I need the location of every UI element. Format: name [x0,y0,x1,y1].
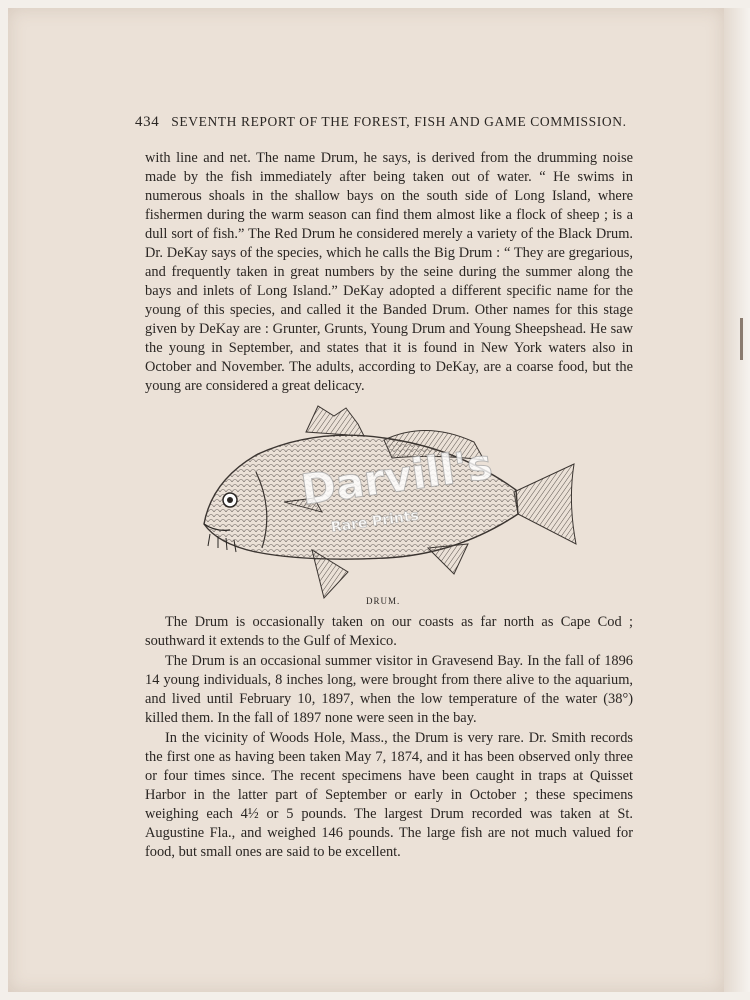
watermark-logo: Darvill's [298,439,496,515]
paragraph-range: The Drum is occasionally taken on our coasts as far north as Cape Cod ; southward it extends to the Gulf of Mexico. [145,614,633,649]
dorsal-fin-spiny [306,406,364,436]
paragraph-gravesend: The Drum is an occasional summer visitor in Gravesend Bay. In the fall of 1896 14 young individuals, 8 inches long, were brought from there alive to the aquarium, and lived until February 10, 1897, when the low temperature of the water (38°) killed them. In the fall of 1897 none were seen in the bay. [145,653,633,726]
figure-caption: DRUM. [366,596,401,606]
upper-text-block [145,149,633,396]
running-header [135,114,627,131]
running-title: SEVENTH REPORT OF THE FOREST, FISH AND GAME COMMISSION. [171,114,627,129]
paragraph-continuation: with line and net. The name Drum, he says, is derived from the drumming noise made by the fish immediately after being taken out of water. “ He swims in numerous shoals in the shallow bays on the south side of Long Island, where fishermen during the warm season can find them almost like a flock of sheep ; is a dull sort of fish.” The Red Drum he considered merely a variety of the Black Drum. Dr. DeKay says of the species, which he calls the Big Drum : “ They are gregarious, and frequently taken in great numbers by the seine during the summer along the bays and inlets of Long Island.” DeKay adopted a different specific name for the young of this species, and called it the Banded Drum. Other names for this stage given by DeKay are : Grunter, Grunts, Young Drum and Young Sheepshead. He saw the young in September, and states that it is found in New York waters also in October and November. The adults, according to DeKay, are a coarse food, but the young are considered a great delicacy. [145,150,633,394]
page-number: 434 [135,114,160,130]
page-tear-mark [740,318,743,360]
page-edge [724,8,750,992]
anal-fin [428,544,468,574]
watermark-subtitle: Rare Prints [330,507,420,536]
tail-fin [514,464,576,544]
lower-text-block [145,612,633,862]
paragraph-woods-hole: In the vicinity of Woods Hole, Mass., the Drum is very rare. Dr. Smith records the first one as having been taken May 7, 1874, and it has been observed only three or four times since. The recent specimens have been caught in traps at Quisset Harbor in the latter part of September or early in October ; these specimens weighing each 4½ or 5 pounds. The largest Drum recorded was taken at St. Augustine Fla., and weighed 146 pounds. The large fish are not much valued for food, but small ones are said to be excellent. [145,730,633,860]
